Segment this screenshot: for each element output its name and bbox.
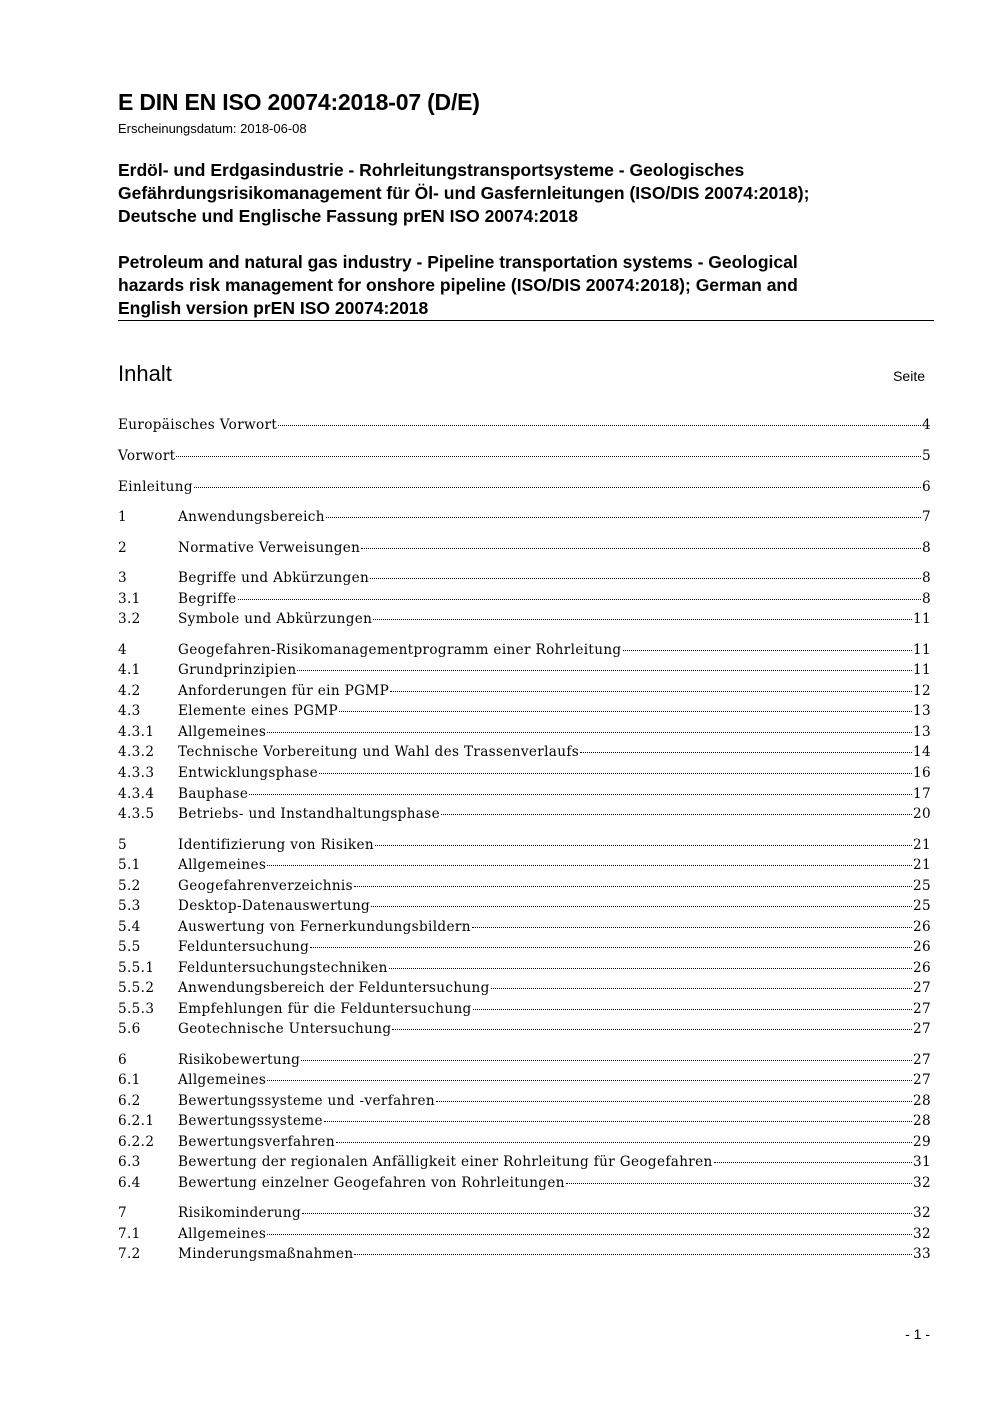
toc-entry[interactable] [118,1205,931,1225]
toc-entry-page: 8 [922,591,931,607]
toc-dot-leader [371,906,912,907]
toc-dot-leader [390,691,912,692]
toc-entry[interactable] [118,1072,931,1092]
toc-entry-title: Empfehlungen für die Felduntersuchung [178,1001,472,1017]
toc-entry-title: Felduntersuchungstechniken [178,960,388,976]
toc-dot-leader [267,1080,912,1081]
toc-entry-page: 32 [913,1175,931,1191]
toc-entry-number: 6.4 [118,1175,141,1191]
toc-entry-page: 11 [913,642,931,658]
toc-entry[interactable] [118,980,931,1000]
toc-entry-number: 4.3.5 [118,806,155,822]
toc-entry-page: 32 [913,1226,931,1242]
toc-dot-leader [326,517,921,518]
toc-dot-leader [389,968,912,969]
toc-entry-title: Grundprinzipien [178,662,297,678]
toc-dot-leader [319,773,912,774]
toc-entry-title: Bewertung der regionalen Anfälligkeit einer Rohrleitung für Geogefahren [178,1154,713,1170]
toc-entry-page: 26 [913,919,931,935]
toc-entry-page: 8 [922,570,931,586]
toc-entry-title: Auswertung von Fernerkundungsbildern [178,919,471,935]
title-divider [118,320,934,321]
toc-dot-leader [472,927,912,928]
toc-entry[interactable] [118,703,931,723]
toc-dot-leader [267,1234,912,1235]
toc-entry-title: Normative Verweisungen [178,540,361,556]
toc-dot-leader [194,487,921,488]
toc-entry-number: 5.3 [118,898,141,914]
toc-entry-title: Geogefahren-Risikomanagementprogramm einer Rohrleitung [178,642,622,658]
toc-page-column-label: Seite [893,368,925,384]
title-german-line: Deutsche und Englische Fassung prEN ISO 20074:2018 [118,206,579,226]
toc-entry-title: Bewertungsverfahren [178,1134,335,1150]
toc-dot-leader [310,947,912,948]
toc-entry[interactable] [118,837,931,857]
toc-entry-number: 5.5.1 [118,960,155,976]
toc-dot-leader [375,845,912,846]
toc-dot-leader [436,1101,912,1102]
toc-dot-leader [354,1254,912,1255]
toc-dot-leader [392,1029,912,1030]
toc-dot-leader [324,1121,912,1122]
toc-entry-page: 28 [913,1113,931,1129]
toc-entry-number: 6 [118,1052,127,1068]
toc-dot-leader [580,752,912,753]
toc-dot-leader [491,988,912,989]
toc-dot-leader [297,670,912,671]
toc-entry[interactable] [118,939,931,959]
toc-entry-title: Betriebs- und Instandhaltungsphase [178,806,440,822]
toc-entry-number: 4.3 [118,703,141,719]
document-id: E DIN EN ISO 20074:2018-07 (D/E) [118,89,480,115]
toc-entry-number: 4.3.1 [118,724,155,740]
toc-entry-title: Desktop-Datenauswertung [178,898,371,914]
toc-dot-leader [267,732,912,733]
toc-entry-title: Minderungsmaßnahmen [178,1246,354,1262]
toc-entry-title: Allgemeines [178,1072,267,1088]
toc-entry-title: Anwendungsbereich [178,509,325,525]
toc-entry-page: 27 [913,1072,931,1088]
toc-dot-leader [473,1009,912,1010]
toc-entry[interactable] [118,1021,931,1041]
toc-entry-number: 5.4 [118,919,141,935]
toc-entry-title: Bewertungssysteme [178,1113,323,1129]
toc-entry-number: 1 [118,509,127,525]
toc-entry-number: 7.1 [118,1226,141,1242]
toc-entry-page: 27 [913,1052,931,1068]
toc-entry-number: 7 [118,1205,127,1221]
footer-page-number: - 1 - [905,1326,930,1342]
toc-entry-number: 5.5 [118,939,141,955]
toc-entry[interactable] [118,417,931,437]
toc-entry-title: Elemente eines PGMP [178,703,339,719]
toc-entry-number: 5.2 [118,878,141,894]
toc-entry-title: Anforderungen für ein PGMP [178,683,390,699]
toc-dot-leader [373,619,912,620]
toc-entry[interactable] [118,642,931,662]
toc-entry-number: 5.5.3 [118,1001,155,1017]
toc-dot-leader [238,599,922,600]
toc-entry-number: 7.2 [118,1246,141,1262]
toc-entry-title: Technische Vorbereitung und Wahl des Trassenverlaufs [178,744,580,760]
toc-dot-leader [339,711,912,712]
toc-entry-title: Allgemeines [178,1226,267,1242]
toc-entry-number: 6.2 [118,1093,141,1109]
toc-entry-number: 6.2.2 [118,1134,155,1150]
toc-dot-leader [302,1213,912,1214]
toc-entry-number: 2 [118,540,127,556]
toc-entry-title: Europäisches Vorwort [118,417,278,433]
toc-entry-title: Vorwort [118,448,176,464]
toc-entry-page: 21 [913,837,931,853]
toc-entry-number: 3.2 [118,611,141,627]
toc-entry-page: 33 [913,1246,931,1262]
toc-dot-leader [176,456,921,457]
toc-entry[interactable] [118,1113,931,1133]
toc-entry[interactable] [118,744,931,764]
toc-entry[interactable] [118,611,931,631]
title-german-line: Erdöl- und Erdgasindustrie - Rohrleitungstransportsysteme - Geologisches [118,160,745,180]
toc-entry[interactable] [118,683,931,703]
toc-dot-leader [249,794,912,795]
toc-entry-number: 6.1 [118,1072,141,1088]
toc-entry-page: 26 [913,960,931,976]
toc-entry[interactable] [118,479,931,499]
toc-entry[interactable] [118,1001,931,1021]
toc-dot-leader [301,1060,912,1061]
toc-entry-page: 20 [913,806,931,822]
toc-entry-title: Bewertungssysteme und -verfahren [178,1093,435,1109]
toc-entry-title: Einleitung [118,479,193,495]
toc-entry-page: 13 [913,703,931,719]
toc-entry-page: 32 [913,1205,931,1221]
toc-entry-title: Allgemeines [178,724,267,740]
toc-entry-page: 17 [913,786,931,802]
toc-entry[interactable] [118,448,931,468]
toc-entry-title: Geotechnische Untersuchung [178,1021,392,1037]
toc-entry-title: Allgemeines [178,857,267,873]
toc-entry-page: 7 [922,509,931,525]
toc-entry[interactable] [118,765,931,785]
toc-dot-leader [267,865,912,866]
toc-entry-page: 16 [913,765,931,781]
toc-entry-page: 11 [913,662,931,678]
toc-entry[interactable] [118,591,931,611]
toc-entry-number: 6.3 [118,1154,141,1170]
toc-entry-number: 3 [118,570,127,586]
toc-entry[interactable] [118,857,931,877]
toc-dot-leader [361,548,921,549]
toc-entry[interactable] [118,1093,931,1113]
toc-entry-title: Felduntersuchung [178,939,310,955]
toc-entry-title: Entwicklungsphase [178,765,319,781]
toc-heading: Inhalt [118,361,172,386]
toc-entry-page: 28 [913,1093,931,1109]
toc-entry-number: 3.1 [118,591,141,607]
toc-dot-leader [370,578,921,579]
toc-entry[interactable] [118,1246,931,1266]
toc-entry[interactable] [118,1052,931,1072]
toc-entry-title: Symbole und Abkürzungen [178,611,373,627]
toc-entry-page: 12 [913,683,931,699]
toc-dot-leader [441,814,912,815]
toc-entry-page: 13 [913,724,931,740]
title-german [118,159,938,228]
toc-entry-page: 27 [913,1021,931,1037]
title-english [118,251,938,320]
toc-entry-number: 4.3.4 [118,786,155,802]
toc-entry[interactable] [118,960,931,980]
toc-entry-page: 14 [913,744,931,760]
toc-entry-page: 29 [913,1134,931,1150]
title-english-line: hazards risk management for onshore pipeline (ISO/DIS 20074:2018); German and [118,275,798,295]
toc-entry-page: 31 [913,1154,931,1170]
toc-entry-number: 4.2 [118,683,141,699]
toc-entry-number: 4.1 [118,662,141,678]
toc-entry[interactable] [118,878,931,898]
toc-entry[interactable] [118,662,931,682]
toc-entry-number: 5 [118,837,127,853]
title-english-line: English version prEN ISO 20074:2018 [118,298,429,318]
toc-entry-page: 21 [913,857,931,873]
toc-entry[interactable] [118,1226,931,1246]
toc-entry-number: 6.2.1 [118,1113,155,1129]
toc-entry-number: 4.3.3 [118,765,155,781]
toc-entry-page: 25 [913,898,931,914]
toc-dot-leader [278,425,921,426]
toc-entry[interactable] [118,806,931,826]
title-english-line: Petroleum and natural gas industry - Pipeline transportation systems - Geological [118,252,798,272]
toc-entry-title: Identifizierung von Risiken [178,837,374,853]
toc-entry-page: 6 [922,479,931,495]
toc-entry-title: Begriffe und Abkürzungen [178,570,370,586]
toc-entry[interactable] [118,1134,931,1154]
toc-entry-title: Geogefahrenverzeichnis [178,878,353,894]
toc-entry[interactable] [118,898,931,918]
toc-entry[interactable] [118,540,931,560]
toc-entry-page: 26 [913,939,931,955]
toc-entry-page: 11 [913,611,931,627]
toc-entry-number: 5.5.2 [118,980,155,996]
toc-dot-leader [354,886,912,887]
toc-entry[interactable] [118,1154,931,1174]
toc-entry-title: Anwendungsbereich der Felduntersuchung [178,980,490,996]
toc-dot-leader [336,1142,912,1143]
toc-entry[interactable] [118,1175,931,1195]
toc-entry-title: Bewertung einzelner Geogefahren von Rohrleitungen [178,1175,565,1191]
toc-entry-number: 4 [118,642,127,658]
toc-entry-number: 5.6 [118,1021,141,1037]
toc-entry[interactable] [118,919,931,939]
title-german-line: Gefährdungsrisikomanagement für Öl- und Gasfernleitungen (ISO/DIS 20074:2018); [118,183,810,203]
publication-date: Erscheinungsdatum: 2018-06-08 [118,121,307,136]
toc-entry-page: 25 [913,878,931,894]
toc-entry-title: Risikobewertung [178,1052,301,1068]
toc-entry-page: 8 [922,540,931,556]
toc-entry-page: 4 [922,417,931,433]
toc-dot-leader [623,650,913,651]
toc-dot-leader [714,1162,912,1163]
toc-entry-number: 5.1 [118,857,141,873]
toc-entry-page: 5 [922,448,931,464]
toc-entry-number: 4.3.2 [118,744,155,760]
toc-entry-title: Bauphase [178,786,249,802]
toc-entry-page: 27 [913,1001,931,1017]
toc-entry-title: Risikominderung [178,1205,302,1221]
toc-entry[interactable] [118,509,931,529]
toc-entry-page: 27 [913,980,931,996]
toc-entry[interactable] [118,570,931,590]
toc-dot-leader [566,1183,912,1184]
toc-entry[interactable] [118,724,931,744]
toc-entry[interactable] [118,786,931,806]
toc-entry-title: Begriffe [178,591,237,607]
